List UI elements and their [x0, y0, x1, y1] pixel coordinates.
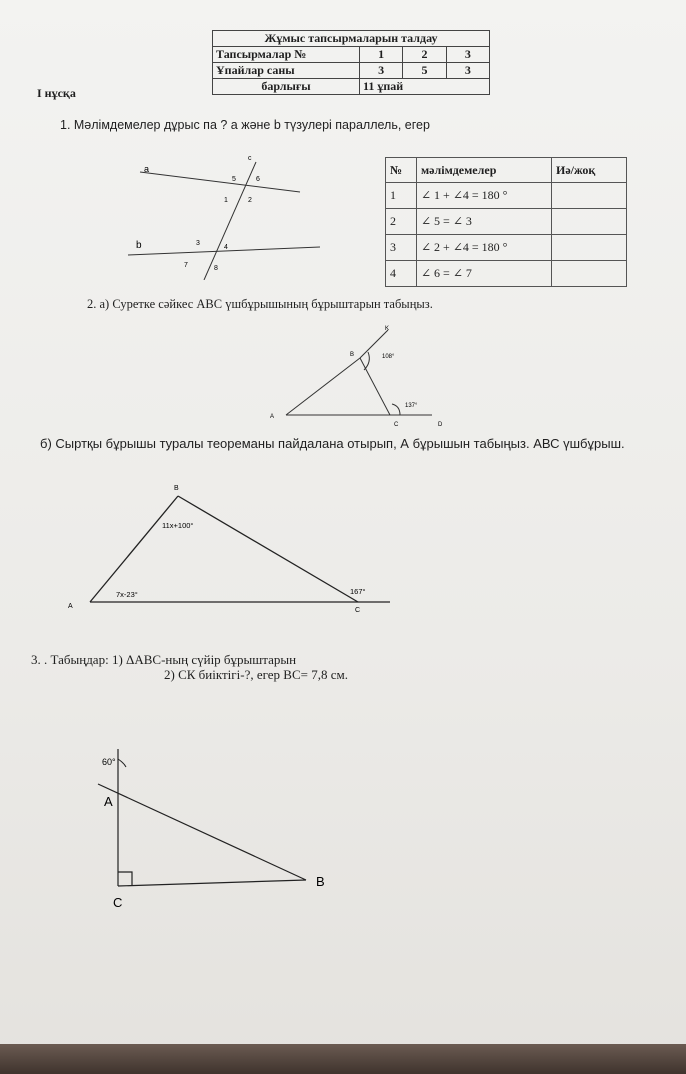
angle-label: 4: [224, 244, 228, 251]
angle-label: 5: [232, 176, 236, 183]
col-header-answer: Иә/жоқ: [552, 158, 627, 183]
col-header-statement: мәлімдемелер: [417, 158, 552, 183]
label-line-b: b: [136, 240, 142, 251]
row-num: 3: [386, 235, 417, 261]
label-line-a: a: [144, 164, 150, 174]
angle-arc-60: [118, 759, 126, 767]
task-cell: 1: [360, 47, 403, 63]
task-cell: 3: [446, 47, 489, 63]
table-row: [386, 183, 627, 209]
points-cell: 3: [446, 63, 489, 79]
label-b: B: [350, 352, 355, 358]
side-ab: [286, 358, 360, 415]
side-cb: [118, 880, 306, 886]
score-table-title: Жұмыс тапсырмаларын талдау: [213, 31, 490, 47]
row-statement: ∠ 5 = ∠ 3: [417, 209, 552, 235]
table-row: [386, 261, 627, 287]
angle-a-expression: 7x-23°: [116, 590, 138, 599]
label-b: B: [174, 485, 179, 492]
side-bc: [360, 358, 390, 415]
angle-b-value: 108°: [382, 354, 395, 360]
angle-label: 1: [224, 197, 228, 204]
parallel-lines-figure: [120, 150, 320, 280]
label-c: C: [355, 607, 361, 614]
label-d: D: [438, 422, 443, 428]
label-k: K: [385, 326, 390, 332]
row-statement: ∠ 1 + ∠4 = 180 °: [417, 183, 552, 209]
label-c: C: [394, 422, 399, 428]
variant-label: I нұсқа: [37, 86, 76, 100]
row-num: 2: [386, 209, 417, 235]
label-a: A: [68, 603, 73, 610]
side-bc: [178, 496, 358, 602]
triangle-theorem-figure: [60, 478, 400, 620]
question2b-text: б) Сыртқы бұрышы туралы теореманы пайдалана отырып, А бұрышын табыңыз. АВС үшбұрыш.: [40, 436, 625, 451]
angle-c-value: 137°: [405, 403, 418, 409]
angle-label: 6: [256, 176, 260, 183]
row-statement: ∠ 6 = ∠ 7: [417, 261, 552, 287]
label-c: C: [113, 895, 123, 910]
question1-text: 1. Мәлімдемелер дұрыс па ? a және b түзулері параллель, егер: [60, 118, 430, 132]
points-label: Ұпайлар саны: [213, 63, 360, 79]
triangle-exterior-figure: [262, 322, 452, 432]
tasks-label: Тапсырмалар №: [213, 47, 360, 63]
angle-label: 2: [248, 197, 252, 204]
angle-b-expression: 11x+100°: [162, 521, 194, 530]
total-label: барлығы: [213, 79, 360, 95]
row-num: 1: [386, 183, 417, 209]
row-answer-cell[interactable]: [552, 235, 627, 261]
angle-label: 3: [196, 240, 200, 247]
table-surface-edge: [0, 1044, 686, 1074]
statements-table: [385, 157, 627, 287]
angle-label: 7: [184, 262, 188, 269]
label-b: B: [316, 874, 325, 889]
label-a: A: [270, 414, 275, 420]
side-ab-extended: [98, 784, 306, 880]
row-answer-cell[interactable]: [552, 209, 627, 235]
angle-label: 60°: [102, 757, 116, 767]
row-statement: ∠ 2 + ∠4 = 180 °: [417, 235, 552, 261]
table-row: [386, 209, 627, 235]
line-a: [140, 172, 300, 192]
right-angle-mark: [118, 872, 132, 886]
row-answer-cell[interactable]: [552, 261, 627, 287]
transversal-c: [204, 162, 256, 280]
points-cell: 3: [360, 63, 403, 79]
row-num: 4: [386, 261, 417, 287]
label-line-c: c: [248, 155, 252, 162]
table-row: [386, 235, 627, 261]
col-header-num: №: [386, 158, 417, 183]
question3-line1: 3. . Табыңдар: 1) ΔАВС-ның сүйір бұрыштарын: [31, 652, 297, 667]
task-cell: 2: [403, 47, 446, 63]
angle-c-value: 167°: [350, 587, 366, 596]
row-answer-cell[interactable]: [552, 183, 627, 209]
score-table: [212, 30, 490, 95]
question3-line2: 2) СК биіктігі-?, егер ВС= 7,8 см.: [164, 667, 348, 682]
total-value: 11 ұпай: [360, 79, 490, 95]
side-ab: [90, 496, 178, 602]
angle-label: 8: [214, 265, 218, 272]
points-cell: 5: [403, 63, 446, 79]
label-a: A: [104, 794, 113, 809]
right-triangle-figure: [92, 745, 332, 915]
angle-arc-c: [392, 404, 400, 415]
question2a-text: 2. а) Суретке сәйкес АВС үшбұрышының бұрыштарын табыңыз.: [87, 297, 433, 311]
